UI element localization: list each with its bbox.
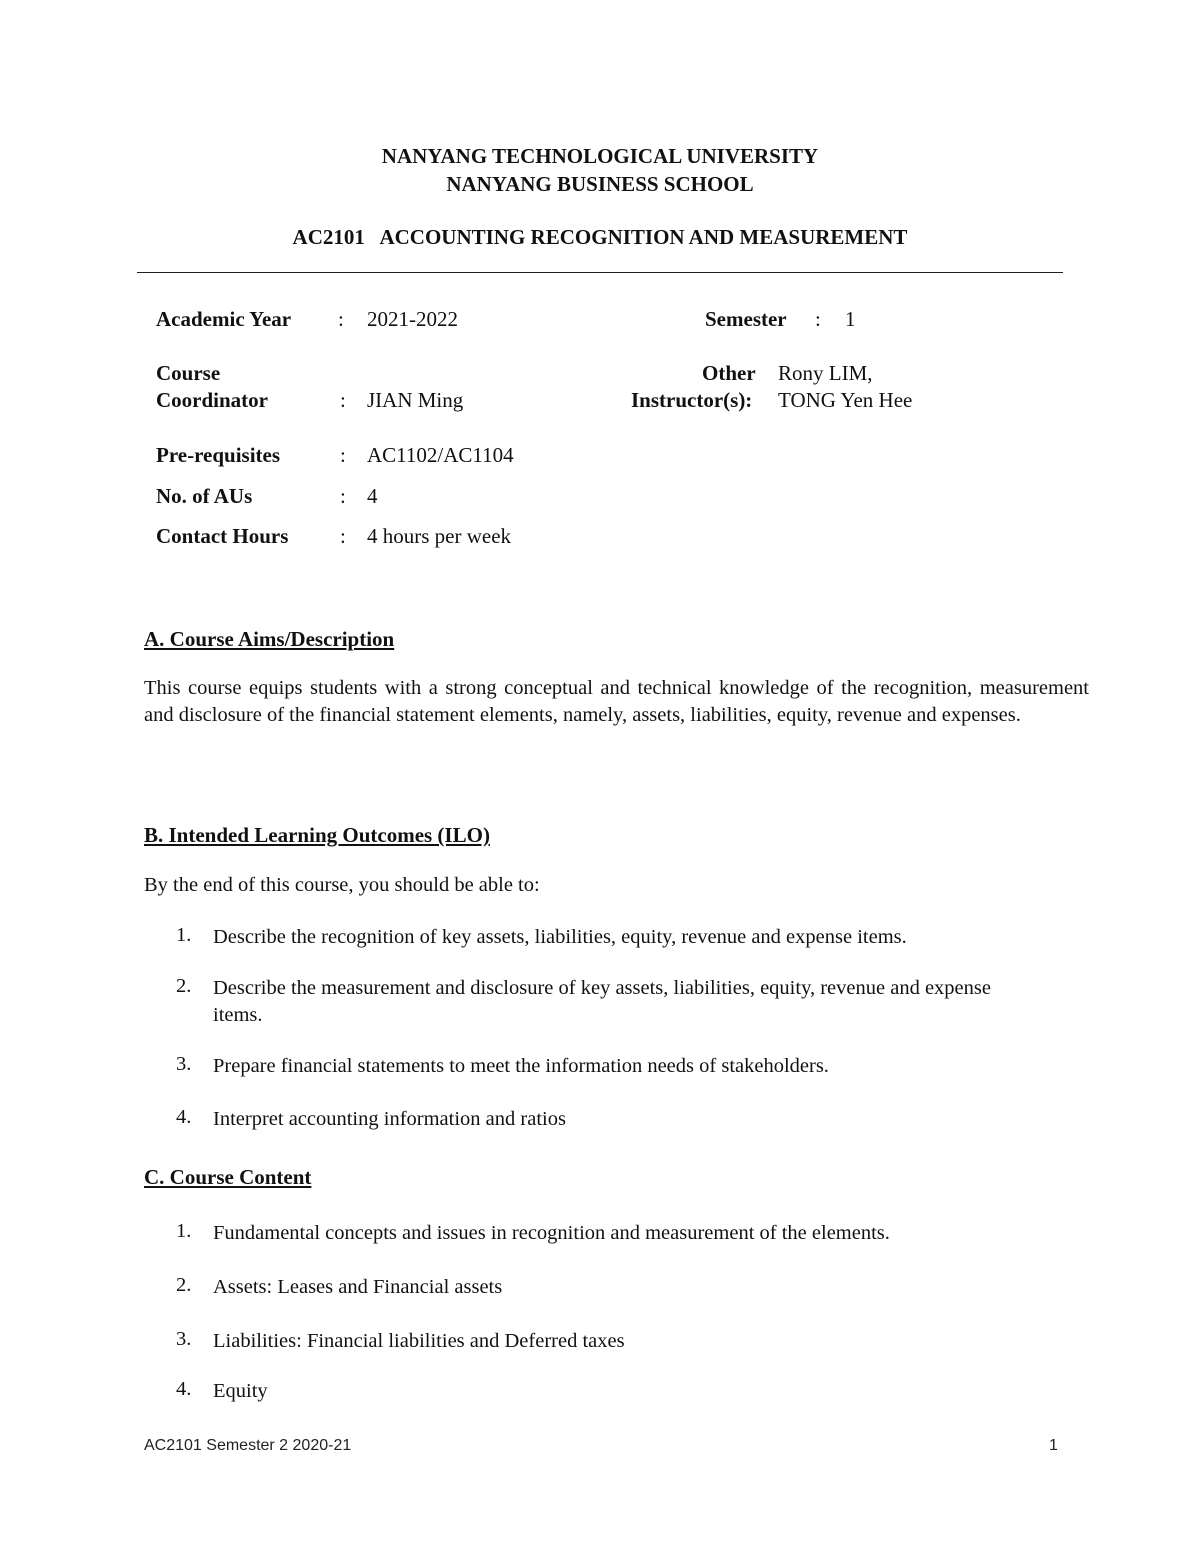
colon: :: [340, 388, 346, 412]
list-number: 4.: [176, 1378, 192, 1400]
aus-label: No. of AUs: [156, 484, 253, 508]
coordinator-label-line2: Coordinator: [156, 388, 268, 412]
section-a-title: A. Course Aims/Description: [144, 627, 395, 651]
section-a-text: This course equips students with a strong conceptual and technical knowledge of the recognition, measurement and disclosure of the financial statement elements, namely, assets, liabilities, equity, revenue and expenses.: [144, 677, 1089, 726]
university-name: NANYANG TECHNOLOGICAL UNIVERSITY: [381, 144, 819, 168]
course-title: AC2101 ACCOUNTING RECOGNITION AND MEASUREMENT: [292, 225, 908, 249]
aus-value: 4: [367, 484, 378, 508]
other-instructors-label-line1: Other: [702, 361, 756, 385]
semester-value: 1: [845, 307, 856, 331]
ilo-item: Describe the recognition of key assets, liabilities, equity, revenue and expense items.: [213, 926, 907, 948]
list-number: 3.: [176, 1053, 192, 1075]
list-number: 3.: [176, 1328, 192, 1350]
list-number: 1.: [176, 924, 192, 946]
header-divider: [137, 272, 1063, 273]
colon: :: [340, 524, 346, 548]
academic-year-label: Academic Year: [156, 307, 292, 331]
list-number: 1.: [176, 1220, 192, 1242]
ilo-item: Prepare financial statements to meet the information needs of stakeholders.: [213, 1055, 829, 1077]
content-item: Liabilities: Financial liabilities and Deferred taxes: [213, 1330, 625, 1352]
section-b-title: B. Intended Learning Outcomes (ILO): [144, 823, 490, 847]
ilo-item: Describe the measurement and disclosure of key assets, liabilities, equity, revenue and expense items.: [213, 977, 991, 1026]
school-name: NANYANG BUSINESS SCHOOL: [446, 172, 754, 196]
colon: :: [340, 443, 346, 467]
contact-hours-label: Contact Hours: [156, 524, 289, 548]
list-number: 2.: [176, 1274, 192, 1296]
list-number: 2.: [176, 975, 192, 997]
ilo-item: Interpret accounting information and ratios: [213, 1108, 566, 1130]
footer-page-number: 1: [1049, 1437, 1058, 1454]
content-item: Equity: [213, 1380, 268, 1402]
colon: :: [338, 307, 344, 331]
other-instructor-1: Rony LIM,: [778, 361, 873, 385]
colon: :: [815, 307, 821, 331]
colon: :: [340, 484, 346, 508]
contact-hours-value: 4 hours per week: [367, 524, 512, 548]
other-instructors-label-line2: Instructor(s):: [631, 388, 753, 412]
list-number: 4.: [176, 1106, 192, 1128]
other-instructor-2: TONG Yen Hee: [778, 388, 913, 412]
section-c-title: C. Course Content: [144, 1165, 312, 1189]
prerequisites-value: AC1102/AC1104: [367, 443, 514, 467]
prerequisites-label: Pre-requisites: [156, 443, 281, 467]
semester-label: Semester: [705, 307, 787, 331]
section-b-intro: By the end of this course, you should be able to:: [144, 874, 540, 896]
coordinator-label-line1: Course: [156, 361, 221, 385]
content-item: Assets: Leases and Financial assets: [213, 1276, 503, 1298]
footer-course-semester: AC2101 Semester 2 2020-21: [144, 1437, 352, 1454]
content-item: Fundamental concepts and issues in recognition and measurement of the elements.: [213, 1222, 890, 1244]
coordinator-value: JIAN Ming: [367, 388, 464, 412]
academic-year-value: 2021-2022: [367, 307, 458, 331]
